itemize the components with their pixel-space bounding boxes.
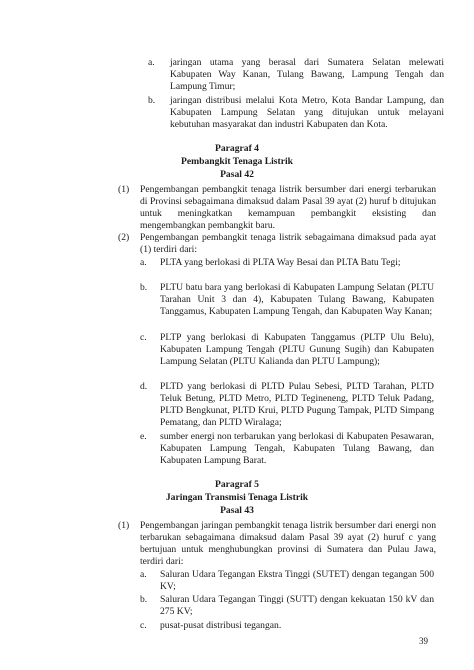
- sub-item-text: PLTP yang berlokasi di Kabupaten Tanggamus (PLTP Ulu Belu), Kabupaten Lampung Tengah (PLTU Gunung Sugih) dan Kabupaten Lampung Selatan (PLTU Kalianda dan PLTU Lampung);: [160, 332, 434, 367]
- sub-item-marker: a.: [140, 257, 147, 268]
- list-marker: b.: [148, 95, 156, 106]
- section-title: Jaringan Transmisi Tenaga Listrik: [165, 492, 309, 503]
- ayat-text: Pengembangan pembangkit tenaga listrik bersumber dari energi terbarukan di Provinsi sebagaimana dimaksud dalam Pasal 39 ayat (2) huruf b ditujukan untuk meningkatkan kemampuan pembangkit eksisting dan mengembangkan pembangkit baru.: [140, 184, 436, 231]
- sub-item: [140, 332, 434, 368]
- list-marker: a.: [148, 57, 155, 68]
- list-item: [148, 95, 444, 131]
- pasal-heading: Pasal 42: [220, 169, 254, 180]
- sub-item-marker: b.: [140, 594, 148, 605]
- pasal-heading: Pasal 43: [220, 505, 254, 516]
- sub-item-text: Saluran Udara Tegangan Ekstra Tinggi (SUTET) dengan tegangan 500 KV;: [160, 569, 434, 592]
- sub-item-marker: e.: [140, 431, 147, 442]
- sub-item-text: PLTD yang berlokasi di PLTD Pulau Sebesi, PLTD Tarahan, PLTD Teluk Betung, PLTD Metro, PLTD Tegineneng, PLTD Teluk Padang, PLTD Bengkunat, PLTD Krui, PLTD Pugung Tampak, PLTD Simpang Pematang, dan PLTD Wiralaga;: [160, 381, 434, 428]
- sub-item-marker: c.: [140, 620, 147, 631]
- sub-item: [140, 620, 434, 632]
- sub-item-text: pusat-pusat distribusi tegangan.: [160, 620, 282, 631]
- paragraf-heading: Paragraf 5: [215, 479, 259, 490]
- sub-item-text: Saluran Udara Tegangan Tinggi (SUTT) dengan kekuatan 150 kV dan 275 KV;: [160, 594, 434, 617]
- sub-item: [140, 569, 434, 593]
- sub-item: [140, 257, 434, 269]
- page-number: 39: [419, 636, 428, 646]
- sub-item: [140, 381, 434, 429]
- ayat-marker: (2): [118, 232, 130, 243]
- sub-item: [140, 431, 434, 467]
- section-title: Pembangkit Tenaga Listrik: [181, 156, 293, 167]
- list-item-text: jaringan utama yang berasal dari Sumatera Selatan melewati Kabupaten Way Kanan, Tulang Bawang, Lampung Tengah dan Lampung Timur;: [170, 57, 444, 92]
- ayat-item: [118, 232, 436, 256]
- sub-item-marker: a.: [140, 569, 147, 580]
- ayat-text: Pengembangan jaringan pembangkit tenaga listrik bersumber dari energi non terbarukan sebagaimana dimaksud dalam Pasal 39 ayat (2) huruf c yang bertujuan untuk menghubungkan provinsi di Sumatera dan Pulau Jawa, terdiri dari:: [140, 520, 436, 567]
- list-item: [148, 57, 444, 93]
- sub-item-marker: d.: [140, 381, 148, 392]
- sub-item-marker: b.: [140, 282, 148, 293]
- sub-item-text: PLTA yang berlokasi di PLTA Way Besai dan PLTA Batu Tegi;: [160, 257, 401, 268]
- ayat-item: [118, 184, 436, 232]
- paragraf-heading: Paragraf 4: [215, 143, 259, 154]
- sub-item-marker: c.: [140, 332, 147, 343]
- sub-item: [140, 594, 434, 618]
- sub-item-text: sumber energi non terbarukan yang berlokasi di Kabupaten Pesawaran, Kabupaten Lampung Tengah, Kabupaten Tulang Bawang, dan Kabupaten Lampung Barat.: [160, 431, 434, 466]
- list-item-text: jaringan distribusi melalui Kota Metro, Kota Bandar Lampung, dan Kabupaten Lampung Selatan yang ditujukan untuk melayani kebutuhan masyarakat dan industri Kabupaten dan Kota.: [170, 95, 444, 130]
- ayat-text: Pengembangan pembangkit tenaga listrik sebagaimana dimaksud pada ayat (1) terdiri dari:: [140, 232, 436, 255]
- ayat-item: [118, 520, 436, 568]
- sub-item: [140, 282, 434, 318]
- sub-item-text: PLTU batu bara yang berlokasi di Kabupaten Lampung Selatan (PLTU Tarahan Unit 3 dan 4), Kabupaten Tulang Bawang, Kabupaten Tanggamus, Kabupaten Lampung Tengah, dan Kabupaten Way Kanan;: [160, 282, 434, 317]
- ayat-marker: (1): [118, 184, 130, 195]
- ayat-marker: (1): [118, 520, 130, 531]
